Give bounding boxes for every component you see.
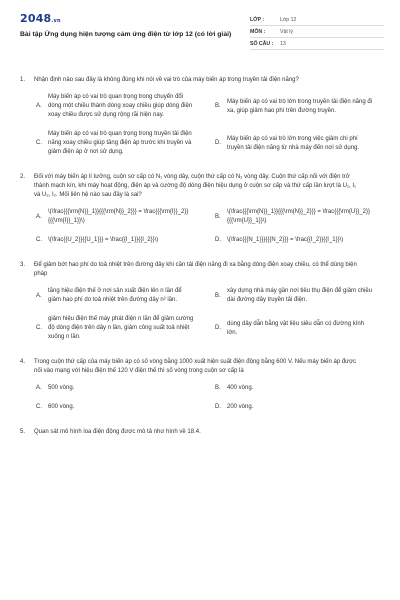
options-grid	[20, 93, 384, 157]
option-letter: C.	[36, 325, 42, 331]
option-c[interactable]	[36, 236, 205, 245]
option-letter: D.	[215, 404, 221, 410]
question-number: 1.	[20, 77, 26, 83]
option-a[interactable]	[36, 93, 205, 120]
meta-value: 13	[280, 40, 286, 47]
question-4	[20, 358, 384, 412]
question-3	[20, 261, 384, 342]
option-d[interactable]	[215, 236, 384, 245]
meta-row-count	[250, 38, 384, 50]
option-text: \(\frac{{{N_1}}}{{{N_2}}} = \frac{{I_2}}{{I_1}}\)	[227, 237, 344, 243]
document-title: Bài tập Ứng dụng hiện tượng cảm ứng điện từ lớp 12 (có lời giải)	[20, 31, 232, 38]
option-text: giảm hiệu điện thế máy phát điện n lần để giảm cường độ dòng điện trên dây n lần, giảm công suất toả nhiệt xuống n lần.	[48, 316, 194, 340]
option-letter: C.	[36, 404, 42, 410]
metadata-table	[250, 14, 384, 60]
option-letter: A.	[36, 213, 42, 220]
option-letter: A.	[36, 385, 42, 391]
option-text: 500 vòng.	[48, 385, 75, 391]
option-text: xây dựng nhà máy gần nơi tiêu thụ điện để giảm chiều dài đường dây truyền tải điện.	[227, 288, 373, 303]
meta-key: SỐ CÂU :	[250, 40, 274, 47]
option-letter: D.	[215, 237, 221, 243]
question-5	[20, 428, 384, 437]
meta-key: LỚP :	[250, 16, 265, 23]
site-logo[interactable]	[20, 12, 250, 25]
option-text: \(\frac{{{\rm{N}}_1}}{{{\rm{N}}_2}}} = \frac{{{\rm{U}}_2}}{{{\rm{U}}_1}}\)	[227, 209, 370, 224]
question-stem	[20, 358, 384, 376]
option-letter: C.	[36, 140, 42, 146]
option-letter: B.	[215, 385, 221, 391]
question-number: 4.	[20, 359, 26, 365]
option-letter: B.	[215, 213, 221, 220]
page-header	[20, 12, 384, 60]
question-stem	[20, 173, 384, 200]
meta-value: Vật lý	[280, 28, 293, 35]
logo-domain: .vn	[51, 18, 61, 24]
options-grid	[20, 208, 384, 245]
option-b[interactable]	[215, 384, 384, 393]
question-number: 5.	[20, 429, 26, 435]
option-letter: D.	[215, 140, 221, 146]
option-c[interactable]	[36, 403, 205, 412]
option-text: Máy biến áp có vai trò lớn trong việc giảm chi phí truyền tải điện năng từ nhà máy đến nơi sử dụng.	[227, 135, 360, 151]
option-text: 400 vòng.	[227, 385, 254, 391]
question-stem	[20, 428, 384, 437]
question-stem	[20, 76, 384, 85]
option-b[interactable]	[215, 287, 384, 305]
option-text: Máy biến áp có vai trò quan trọng trong chuyển đổi dòng một chiều thành dòng xoay chiều giúp dòng điện xoay chiều được sử dụng rộng rãi hiện nay.	[48, 94, 193, 118]
option-letter: A.	[36, 292, 42, 299]
question-number: 2.	[20, 174, 26, 180]
header-left	[20, 12, 250, 60]
question-number: 3.	[20, 262, 26, 268]
option-d[interactable]	[215, 130, 384, 157]
option-d[interactable]	[215, 315, 384, 342]
option-d[interactable]	[215, 403, 384, 412]
option-text: Máy biến áp có vai trò quan trọng trong truyền tải điện năng xoay chiều giúp tăng điện áp trước khi truyền và giảm điện áp ở nơi sử dụng.	[48, 131, 192, 155]
meta-row-grade	[250, 14, 384, 26]
option-b[interactable]	[215, 93, 384, 120]
option-text: 200 vòng.	[227, 404, 254, 410]
question-text: Để giảm bớt hao phí do toả nhiệt trên đường dây khi cần tải điện năng đi xa bằng dòng điện xoay chiều, có thể dùng biện pháp	[34, 262, 357, 277]
option-letter: B.	[215, 103, 221, 109]
option-letter: C.	[36, 237, 42, 243]
question-1	[20, 76, 384, 157]
question-2	[20, 173, 384, 245]
option-text: \(\frac{{{\rm{N}}_1}}{{{\rm{N}}_2}}} = \frac{{{\rm{I}}_2}}{{{\rm{I}}_1}}\)	[48, 209, 189, 224]
option-a[interactable]	[36, 287, 205, 305]
option-letter: A.	[36, 103, 42, 109]
option-letter: B.	[215, 292, 221, 299]
option-text: tăng hiệu điện thế ở nơi sản xuất điện lên n lần để giảm hao phí do toả nhiệt trên đường dây n² lần.	[48, 288, 182, 303]
meta-value: Lớp 12	[280, 16, 297, 23]
option-text: 600 vòng.	[48, 404, 75, 410]
option-c[interactable]	[36, 130, 205, 157]
question-text: Trong cuộn thứ cấp của máy biến áp có số vòng bằng 1000 xuất hiện suất điện động bằng 600 V. Nếu máy biến áp được nối vào mạng với hiệu điện thế 120 V điện thế thì số vòng trong cuộn sơ cấp là	[34, 359, 357, 374]
logo-text: 2048	[20, 12, 52, 25]
meta-key: MÔN :	[250, 28, 266, 35]
option-a[interactable]	[36, 384, 205, 393]
option-text: dùng dây dẫn bằng vật liệu siêu dẫn có đường kính lớn.	[227, 320, 365, 336]
meta-row-subject	[250, 26, 384, 38]
option-letter: D.	[215, 325, 221, 331]
option-text: \(\frac{{U_2}}{{U_1}}} = \frac{{I_1}}{{I_2}}\)	[48, 237, 159, 243]
question-text: Nhận định nào sau đây là không đúng khi nói về vai trò của máy biến áp trong truyền tải điện năng?	[34, 77, 299, 83]
options-grid	[20, 384, 384, 412]
option-a[interactable]	[36, 208, 205, 226]
options-grid	[20, 287, 384, 342]
question-text: Quan sát mô hình loa điện động được mô tả như hình về 18.4.	[34, 429, 201, 435]
option-c[interactable]	[36, 315, 205, 342]
option-text: Máy biến áp có vai trò lớn trong truyền tải điện năng đi xa, giúp giảm hao phí trên đường truyền.	[227, 98, 373, 114]
option-b[interactable]	[215, 208, 384, 226]
question-stem	[20, 261, 384, 279]
question-text: Đối với máy biến áp lí tưởng, cuộn sơ cấp có N₁ vòng dây, cuộn thứ cấp có N₂ vòng dây. Cuộn thứ cấp nối với điện trở thành mạch kín, khi máy hoạt động, điện áp và cường độ dòng điện hiệu dụng ở cuộn sơ cấp và thứ cấp lần lượt là U₁, I₁ và U₂, I₂. Mối liên hệ nào sau đây là sai?	[34, 174, 357, 198]
